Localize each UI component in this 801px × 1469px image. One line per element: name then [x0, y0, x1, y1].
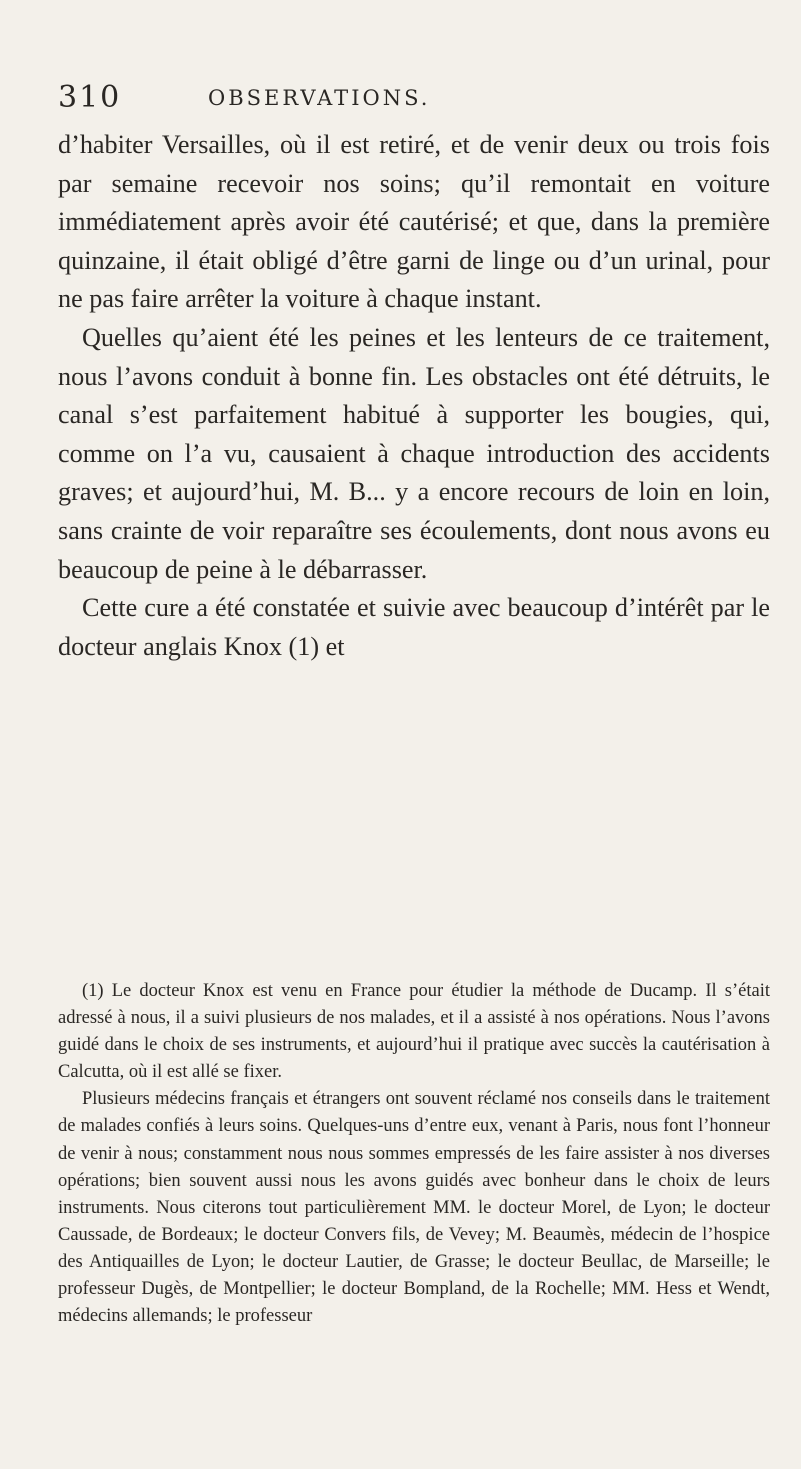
running-head: OBSERVATIONS.: [208, 86, 431, 110]
body-paragraph-1: d’habiter Versailles, où il est retiré, et de venir deux ou trois fois par semaine recevoir nos soins; qu’il remontait en voiture immédiatement après avoir été cautérisé; et que, dans la première quinzaine, il était obligé d’être garni de linge ou d’un urinal, pour ne pas faire arrêter la voiture à chaque instant.: [58, 130, 770, 314]
body-paragraph-3: Cette cure a été constatée et suivie avec beaucoup d’intérêt par le docteur anglais Knox (1) et: [58, 593, 770, 661]
footnote-1: (1) Le docteur Knox est venu en France pour étudier la méthode de Ducamp. Il s’était adressé à nous, il a suivi plusieurs de nos malades, et il a assisté à nos opérations. Nous l’avons guidé dans le choix de ses instruments, et aujourd’hui il pratique avec succès la cautérisation à Calcutta, où il est allé se fixer.: [58, 981, 770, 1083]
page-header: [58, 80, 758, 120]
footnote-continuation: Plusieurs médecins français et étrangers ont souvent réclamé nos conseils dans le traitement de malades confiés à leurs soins. Quelques-uns d’entre eux, venant à Paris, nous font l’honneur de venir à nous; constamment nous nous sommes empressés de les faire assister à nos diverses opérations; bien souvent aussi nous les avons guidés avec bonheur dans le choix de leurs instruments. Nous citerons tout particulièrement MM. le docteur Morel, de Lyon; le docteur Caussade, de Bordeaux; le docteur Convers fils, de Vevey; M. Beaumès, médecin de l’hospice des Antiquailles de Lyon; le docteur Lautier, de Grasse; le docteur Beullac, de Marseille; le professeur Dugès, de Montpellier; le docteur Bompland, de la Rochelle; MM. Hess et Wendt, médecins allemands; le professeur: [58, 1089, 770, 1327]
body-paragraph-2: Quelles qu’aient été les peines et les lenteurs de ce traitement, nous l’avons conduit à bonne fin. Les obstacles ont été détruits, le canal s’est parfaitement habitué à supporter les bougies, qui, comme on l’a vu, causaient à chaque introduction des accidents graves; et aujourd’hui, M. B... y a encore recours de loin en loin, sans crainte de voir reparaître ses écoulements, dont nous avons eu beaucoup de peine à le débarrasser.: [58, 322, 770, 584]
footnotes: [58, 978, 770, 1330]
page-number: 310: [58, 80, 122, 115]
main-text: [58, 126, 770, 666]
